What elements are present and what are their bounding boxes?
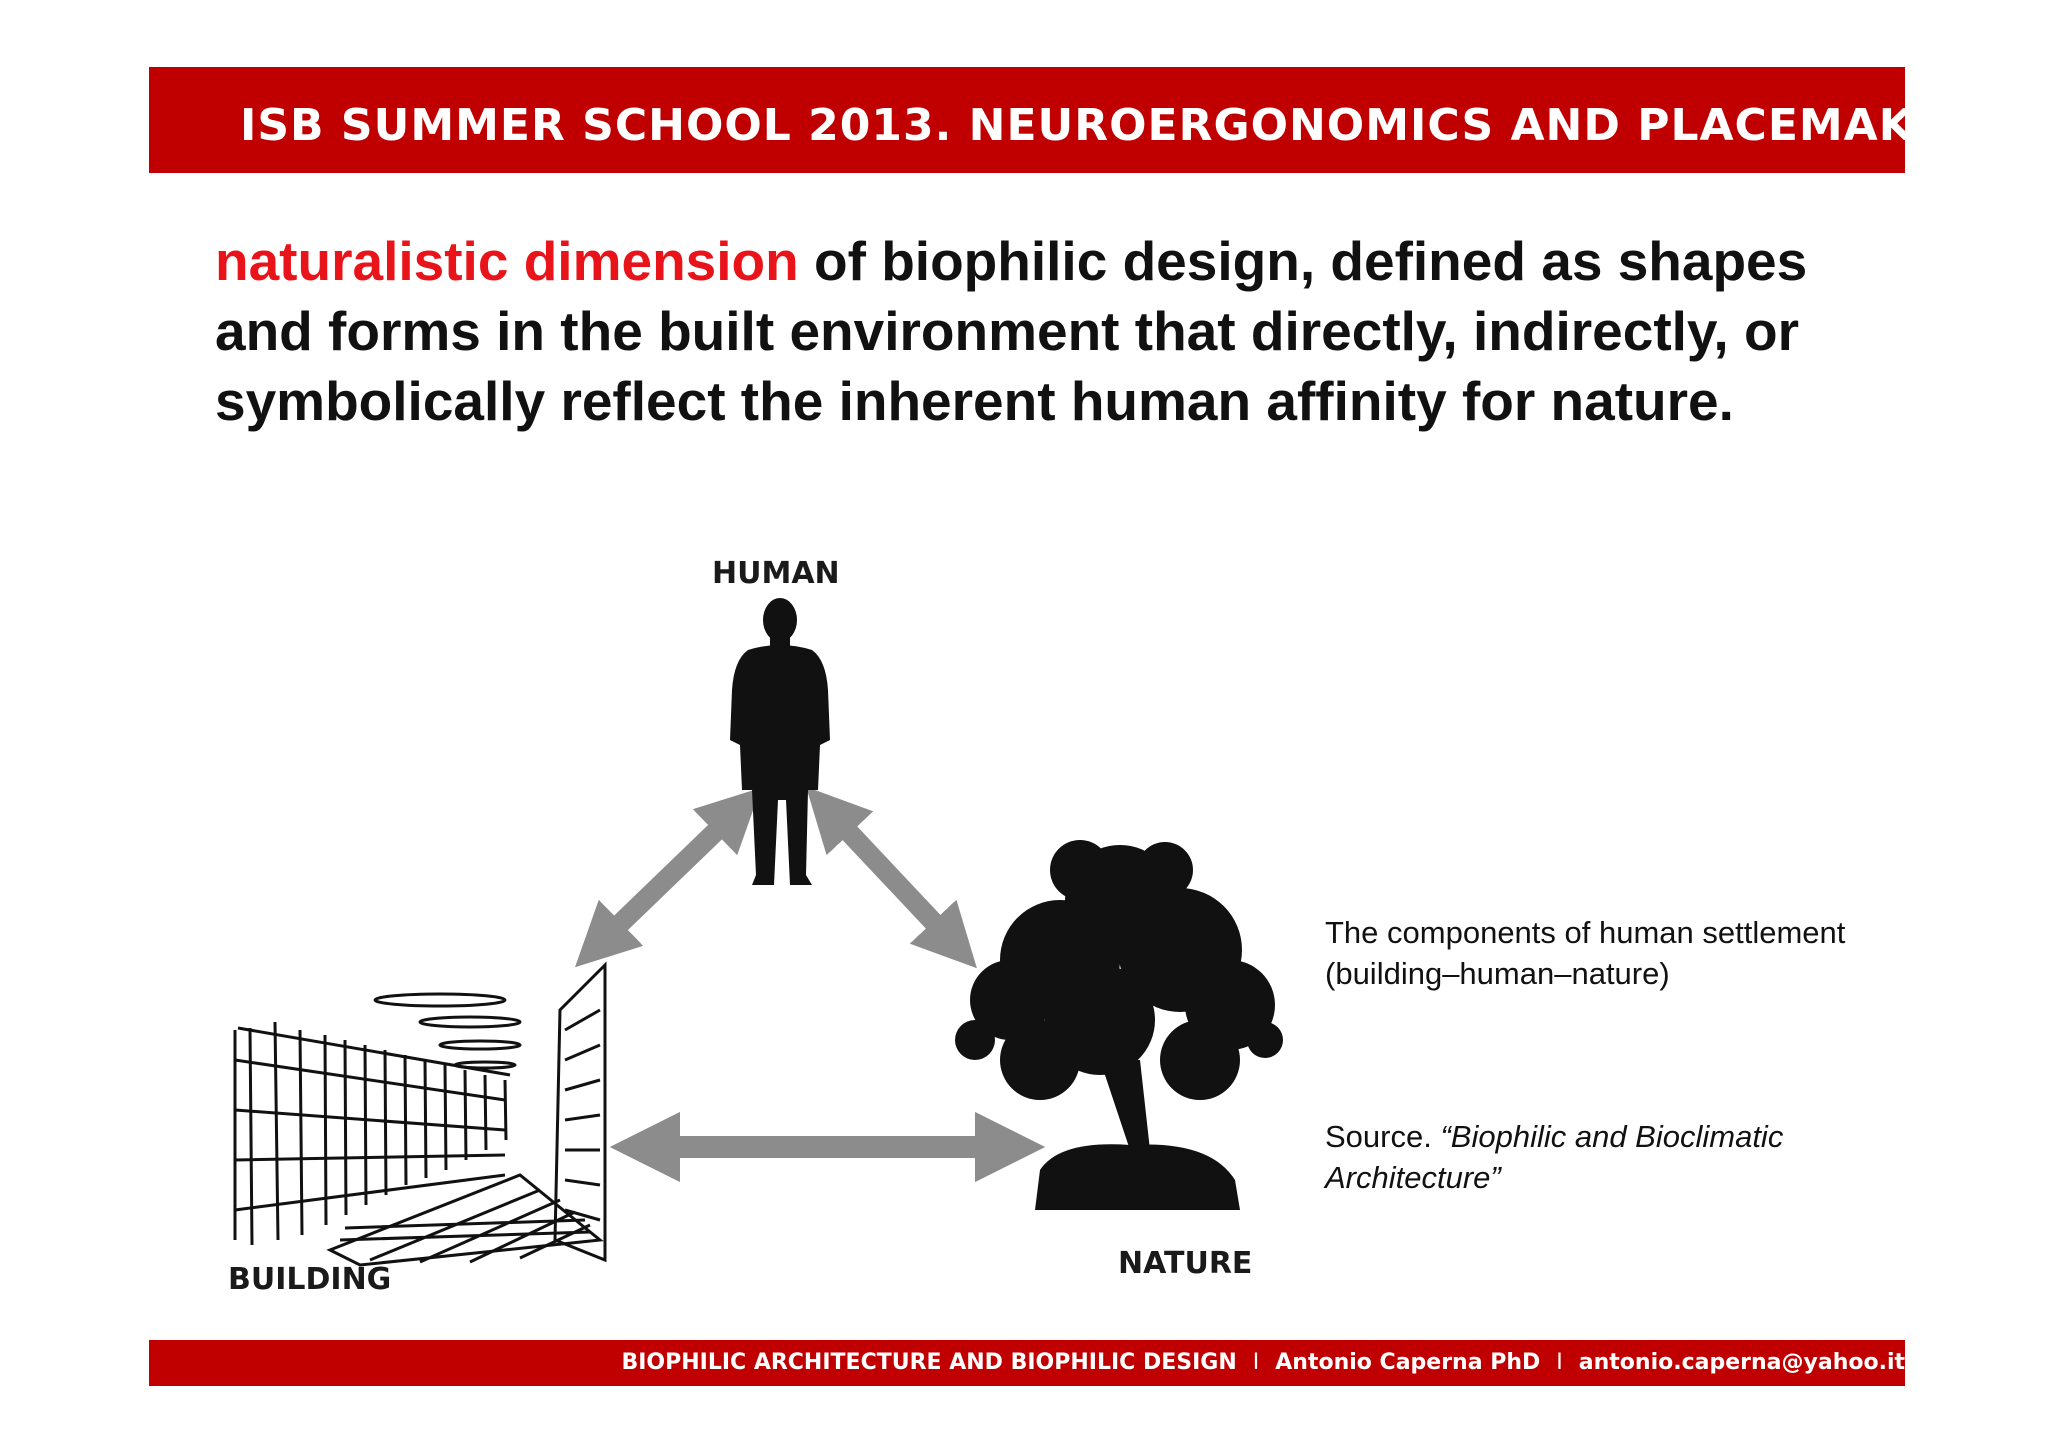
building-label: BUILDING [228,1262,392,1297]
footer-author: Antonio Caperna PhD [1275,1350,1541,1375]
footer-email: antonio.caperna@yahoo.it [1578,1350,1905,1375]
footer-separator: I [1252,1350,1260,1375]
definition-rest: of biophilic design, defined as shapes and forms in the built environment that directly, indirectly, or symbolically reflect the inherent human affinity for nature. [215,230,1808,432]
highlight-term: naturalistic dimension [215,230,799,292]
building-sketch [235,965,605,1265]
source-prefix: Source. [1325,1119,1441,1154]
diagram-source [1325,1116,1885,1198]
footer-separator: I [1556,1350,1563,1375]
slide-title: ISB SUMMER SCHOOL 2013. NEUROERGONOMICS AND PLACEMAKING [240,100,2007,151]
human-label: HUMAN [712,556,840,591]
source-title: “Biophilic and Bioclimatic Architecture” [1325,1119,1784,1195]
footer-topic: BIOPHILIC ARCHITECTURE AND BIOPHILIC DESIGN [621,1350,1237,1375]
arrow-human-building [598,810,738,945]
nature-label: NATURE [1118,1246,1253,1281]
diagram-caption: The components of human settlement (building–human–nature) [1325,915,1846,991]
arrow-human-nature [828,810,955,945]
human-silhouette [730,598,830,885]
footer-credits [621,1347,1905,1379]
